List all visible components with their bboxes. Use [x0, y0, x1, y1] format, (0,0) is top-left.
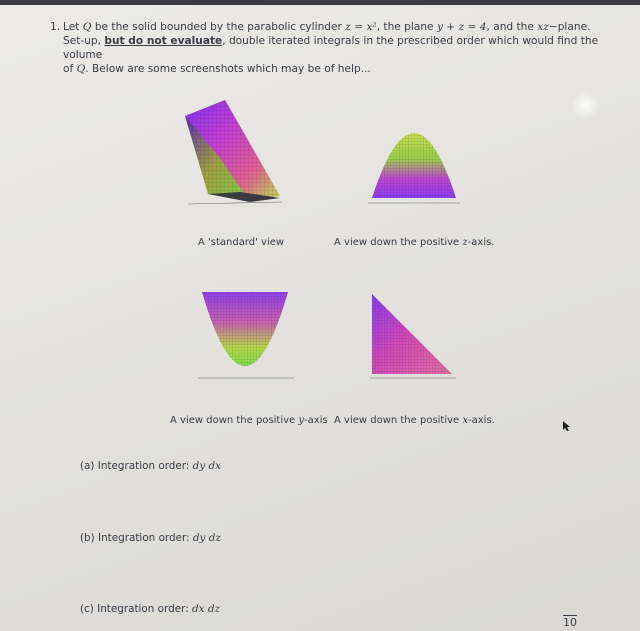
problem-number: 1.	[50, 21, 61, 33]
light-glare	[570, 90, 600, 120]
caption-text: A view down the positive	[170, 415, 299, 426]
integration-order: dy dx	[192, 460, 222, 472]
figure-z-axis-view	[366, 108, 462, 210]
caption-text: -axis.	[467, 237, 495, 248]
caption-var: z	[462, 237, 468, 248]
caption-var: y	[298, 415, 305, 426]
integration-order: dx dz	[192, 603, 220, 615]
caption-z-axis-view	[334, 237, 495, 248]
problem-text: , double iterated integrals in the prescribed order which would find the volume	[63, 35, 599, 61]
problem-text: Set-up,	[63, 35, 105, 47]
part-label: (a) Integration order:	[80, 460, 193, 472]
figure-standard-view	[180, 98, 290, 210]
problem-text: −plane.	[548, 21, 591, 33]
problem-text: be the solid bounded by the parabolic cylinder	[91, 21, 346, 33]
screen-top-bezel	[0, 0, 640, 5]
problem-text: , and the	[486, 21, 538, 33]
problem-text: of	[63, 63, 77, 75]
part-label: (b) Integration order:	[80, 532, 193, 544]
caption-x-axis-view	[334, 415, 495, 426]
var-q: Q	[76, 63, 86, 75]
part-a	[80, 460, 221, 472]
equation-cylinder: z = x²	[345, 21, 377, 33]
plane-name: xz	[537, 21, 549, 33]
caption-text: A view down the positive	[334, 237, 463, 248]
caption-standard-view: A 'standard' view	[198, 237, 285, 248]
caption-text: A view down the positive	[334, 415, 463, 426]
problem-statement	[50, 20, 610, 76]
figure-x-axis-view	[366, 290, 460, 388]
problem-text: , the plane	[376, 21, 437, 33]
problem-text: . Below are some screenshots which may be of help...	[85, 63, 371, 75]
caption-y-axis-view	[170, 415, 328, 426]
figure-y-axis-view	[196, 290, 296, 388]
page-number: 10	[563, 616, 577, 629]
equation-plane: y + z = 4	[436, 21, 487, 33]
part-label: (c) Integration order:	[80, 603, 193, 615]
mouse-cursor-icon	[562, 420, 572, 432]
problem-text: Let	[63, 21, 83, 33]
caption-text: -axis.	[468, 415, 495, 426]
emphasis-text: but do not evaluate	[104, 35, 223, 47]
var-q: Q	[82, 21, 92, 33]
part-b	[80, 532, 221, 544]
integration-order: dy dz	[192, 532, 221, 544]
part-c	[80, 603, 220, 615]
caption-text: -axis	[304, 415, 328, 426]
caption-var: x	[462, 415, 469, 426]
